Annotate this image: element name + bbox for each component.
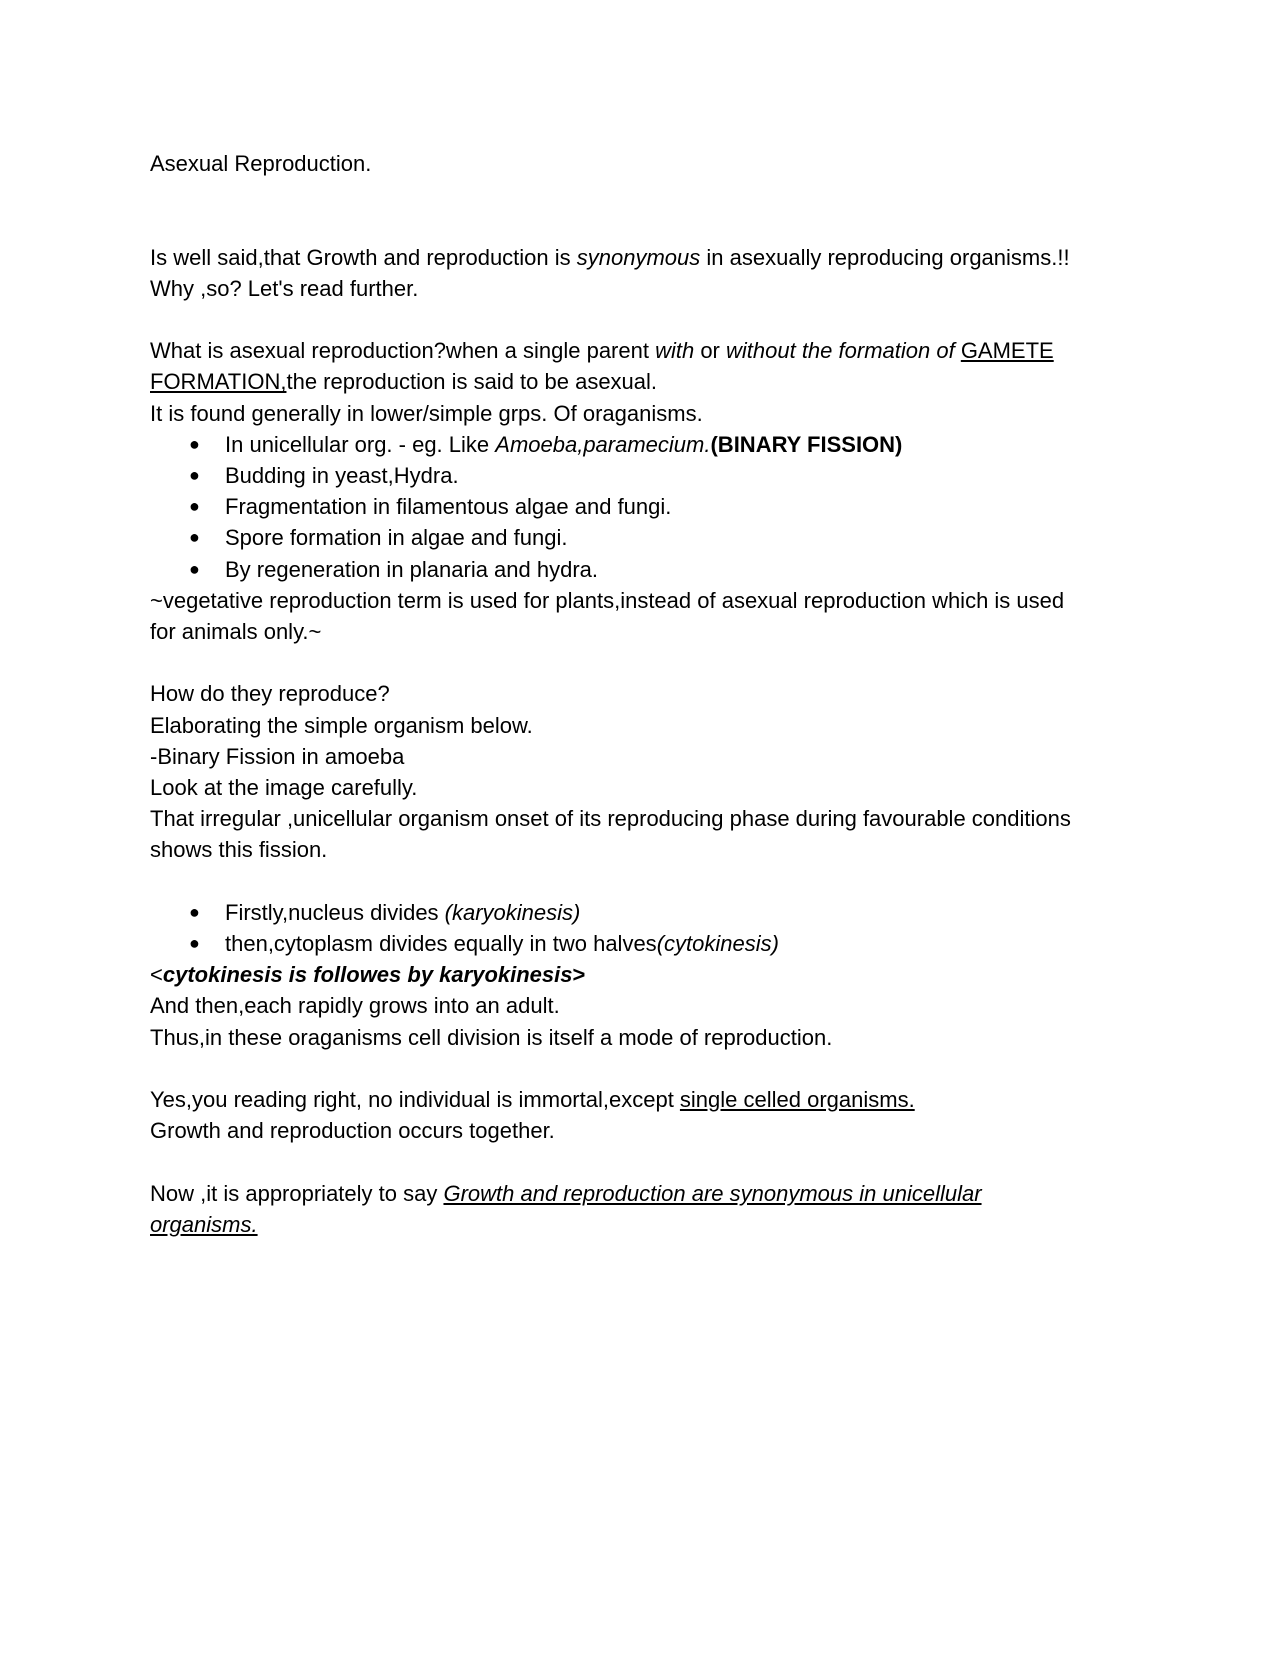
list-item-method: (BINARY FISSION)	[710, 431, 903, 457]
how-line-3: -Binary Fission in amoeba	[150, 743, 405, 769]
conclusion-emphasis: Growth and reproduction are synonymous in unicellular	[443, 1180, 982, 1206]
spacer	[150, 866, 1150, 897]
document-body	[150, 148, 1150, 1240]
bullet-icon: ●	[189, 496, 200, 517]
definition-line-1	[150, 335, 1150, 366]
spacer	[150, 179, 1150, 241]
list-item	[150, 460, 1150, 491]
list-item	[150, 491, 1150, 522]
list-item	[150, 928, 1150, 959]
spacer	[150, 647, 1150, 678]
how-line-5: That irregular ,unicellular organism onset of its reproducing phase during favourable conditions	[150, 806, 1071, 832]
document-title: Asexual Reproduction.	[150, 151, 372, 176]
how-line-4: Look at the image carefully.	[150, 775, 418, 801]
conclusion-line-1	[150, 1178, 1150, 1209]
bullet-icon: ●	[189, 465, 200, 485]
bullet-icon: ●	[189, 433, 200, 454]
list-item	[150, 897, 1150, 928]
after-line-1: And then,each rapidly grows into an adult.	[150, 993, 560, 1019]
reproduction-types-list	[150, 429, 1150, 585]
list-item-text: In unicellular org. - eg. Like	[225, 431, 496, 457]
conclusion-line-2	[150, 1209, 1150, 1240]
note-text: cytokinesis is followes by karyokinesis	[162, 962, 573, 988]
list-item-example: Amoeba,paramecium.	[495, 431, 711, 457]
definition-gamete: GAMETE	[960, 338, 1054, 364]
list-item-text: Spore formation in algae and fungi.	[225, 525, 568, 551]
conclusion-emphasis-end: organisms.	[150, 1211, 258, 1237]
intro-text-end: in asexually reproducing organisms.!!	[700, 244, 1070, 270]
definition-text: What is asexual reproduction?when a single parent	[150, 338, 656, 364]
list-item	[150, 554, 1150, 585]
immortal-text: Yes,you reading right, no individual is immortal,except	[150, 1087, 680, 1113]
found-line: It is found generally in lower/simple grps. Of oraganisms.	[150, 400, 703, 426]
intro-text: Is well said,that Growth and reproduction is	[150, 244, 577, 270]
definition-end: the reproduction is said to be asexual.	[286, 369, 658, 395]
list-item-text: By regeneration in planaria and hydra.	[225, 556, 599, 582]
conclusion-text: Now ,it is appropriately to say	[150, 1180, 444, 1206]
vegetative-line-2: for animals only.~	[150, 619, 322, 645]
definition-line-2	[150, 366, 1150, 397]
note-close: >	[572, 962, 586, 988]
how-line-1: How do they reproduce?	[150, 681, 390, 707]
bullet-icon: ●	[189, 933, 200, 954]
definition-with: with	[655, 338, 695, 364]
vegetative-line-1: ~vegetative reproduction term is used for plants,instead of asexual reproduction which is used	[150, 587, 1065, 613]
intro-emphasis: synonymous	[576, 244, 701, 270]
intro-line-1	[150, 242, 1150, 273]
spacer	[150, 1146, 1150, 1177]
note-line	[150, 959, 1150, 990]
intro-line-2: Why ,so? Let's read further.	[150, 275, 419, 301]
spacer	[150, 304, 1150, 335]
bullet-icon: ●	[189, 901, 200, 922]
list-item-text: Firstly,nucleus divides	[225, 899, 445, 925]
definition-formation: FORMATION,	[150, 369, 287, 395]
after-line-2: Thus,in these oraganisms cell division is itself a mode of reproduction.	[150, 1024, 833, 1050]
list-item-text: then,cytoplasm divides equally in two halves	[225, 931, 657, 957]
bullet-icon: ●	[189, 558, 200, 579]
list-item-text: Fragmentation in filamentous algae and fungi.	[225, 494, 672, 520]
list-item-term: (karyokinesis)	[444, 899, 581, 925]
bullet-icon: ●	[189, 527, 200, 548]
how-line-2: Elaborating the simple organism below.	[150, 712, 533, 738]
definition-without: without the formation of	[726, 338, 955, 364]
list-item-text: Budding in yeast,Hydra.	[225, 463, 459, 488]
immortal-underlined: single celled organisms.	[679, 1087, 915, 1113]
immortal-line-2: Growth and reproduction occurs together.	[150, 1118, 555, 1144]
immortal-line-1	[150, 1084, 1150, 1115]
list-item	[150, 522, 1150, 553]
list-item	[150, 429, 1150, 460]
fission-steps-list	[150, 897, 1150, 959]
how-line-6: shows this fission.	[150, 837, 328, 863]
definition-or: or	[694, 338, 726, 364]
list-item-term: (cytokinesis)	[656, 931, 779, 957]
spacer	[150, 1053, 1150, 1084]
note-open: <	[150, 962, 163, 988]
